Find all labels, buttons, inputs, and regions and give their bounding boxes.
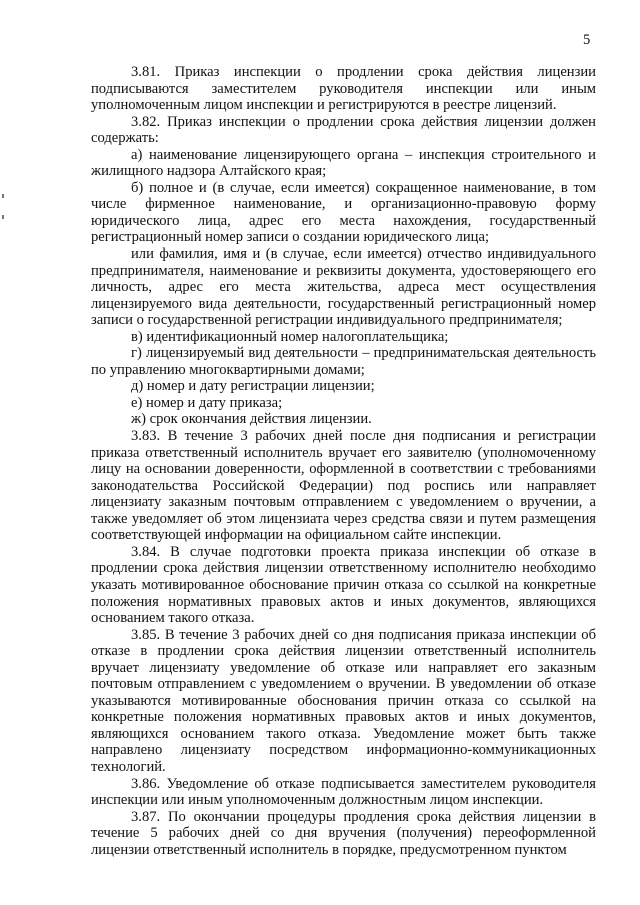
paragraph-3-83: 3.83. В течение 3 рабочих дней после дня подписания и регистрации приказа ответственный исполнитель вручает его заявителю (уполномоченному лицу на основании доверенности, оформленной в соответствии с требованиями законодательства Российской Федерации) под роспись или направляет лицензиату заказным почтовым отправлением с уведомлением о вручении, а также уведомляет об этом лицензиата через средства связи и путем размещения соответствующей информации на официальном сайте инспекции. xyxy=(91,428,596,544)
list-item-g: г) лицензируемый вид деятельности – предпринимательская деятельность по управлению многоквартирными домами; xyxy=(91,345,596,378)
list-item-v: в) идентификационный номер налогоплательщика; xyxy=(131,328,449,345)
scan-artifact xyxy=(2,194,4,198)
paragraph-3-87: 3.87. По окончании процедуры продления срока действия лицензии в течение 5 рабочих дней со дня вручения (получения) переоформленной лицензии ответственный исполнитель в порядке, предусмотренном пунктом xyxy=(91,808,596,858)
paragraph-3-82: 3.82. Приказ инспекции о продлении срока действия лицензии должен содержать: xyxy=(91,113,596,147)
paragraph-3-85: 3.85. В течение 3 рабочих дней со дня подписания приказа инспекции об отказе в продлении срока действия лицензии ответственный исполнитель вручает лицензиату уведомление об отказе или направляет его заказным почтовым отправлением с уведомлением о вручении. В уведомлении об отказе указываются мотивированные обоснования причин отказа со ссылкой на конкретные положения нормативных правовых актов и иных документов, являющихся основанием такого отказа. Уведомление может быть также направлено лицензиату посредством информационно-коммуникационных технологий. xyxy=(91,626,596,775)
page-number: 5 xyxy=(583,32,591,48)
paragraph-3-81: 3.81. Приказ инспекции о продлении срока действия лицензии подписываются заместителем руководителя инспекции или иным уполномоченным лицом инспекции и регистрируются в реестре лицензий. xyxy=(91,64,596,114)
scan-artifact xyxy=(2,215,4,219)
list-item-zh: ж) срок окончания действия лицензии. xyxy=(131,411,372,428)
list-item-d: д) номер и дату регистрации лицензии; xyxy=(131,378,375,395)
paragraph-3-86: 3.86. Уведомление об отказе подписывается заместителем руководителя инспекции или иным уполномоченным должностным лицом инспекции. xyxy=(91,775,596,809)
list-item-e: е) номер и дату приказа; xyxy=(131,394,283,411)
list-item-b-individual: или фамилия, имя и (в случае, если имеется) отчество индивидуального предпринимателя, наименование и реквизиты документа, удостоверяющего его личность, адрес его места жительства, адреса мест осуществления лицензируемого вида деятельности, государственный регистрационный номер записи о государственной регистрации индивидуального предпринимателя; xyxy=(91,246,596,329)
document-body xyxy=(91,64,596,858)
list-item-b: б) полное и (в случае, если имеется) сокращенное наименование, в том числе фирменное наименование, и организационно-правовую форму юридического лица, адрес его места нахождения, государственный регистрационный номер записи о создании юридического лица; xyxy=(91,179,596,246)
list-item-a: а) наименование лицензирующего органа – инспекция строительного и жилищного надзора Алтайского края; xyxy=(91,146,596,180)
paragraph-3-84: 3.84. В случае подготовки проекта приказа инспекции об отказе в продлении срока действия лицензии ответственному исполнителю необходимо указать мотивированное обоснование причин отказа со ссылкой на конкретные положения нормативных правовых актов и иных документов, являющихся основанием такого отказа. xyxy=(91,543,596,627)
